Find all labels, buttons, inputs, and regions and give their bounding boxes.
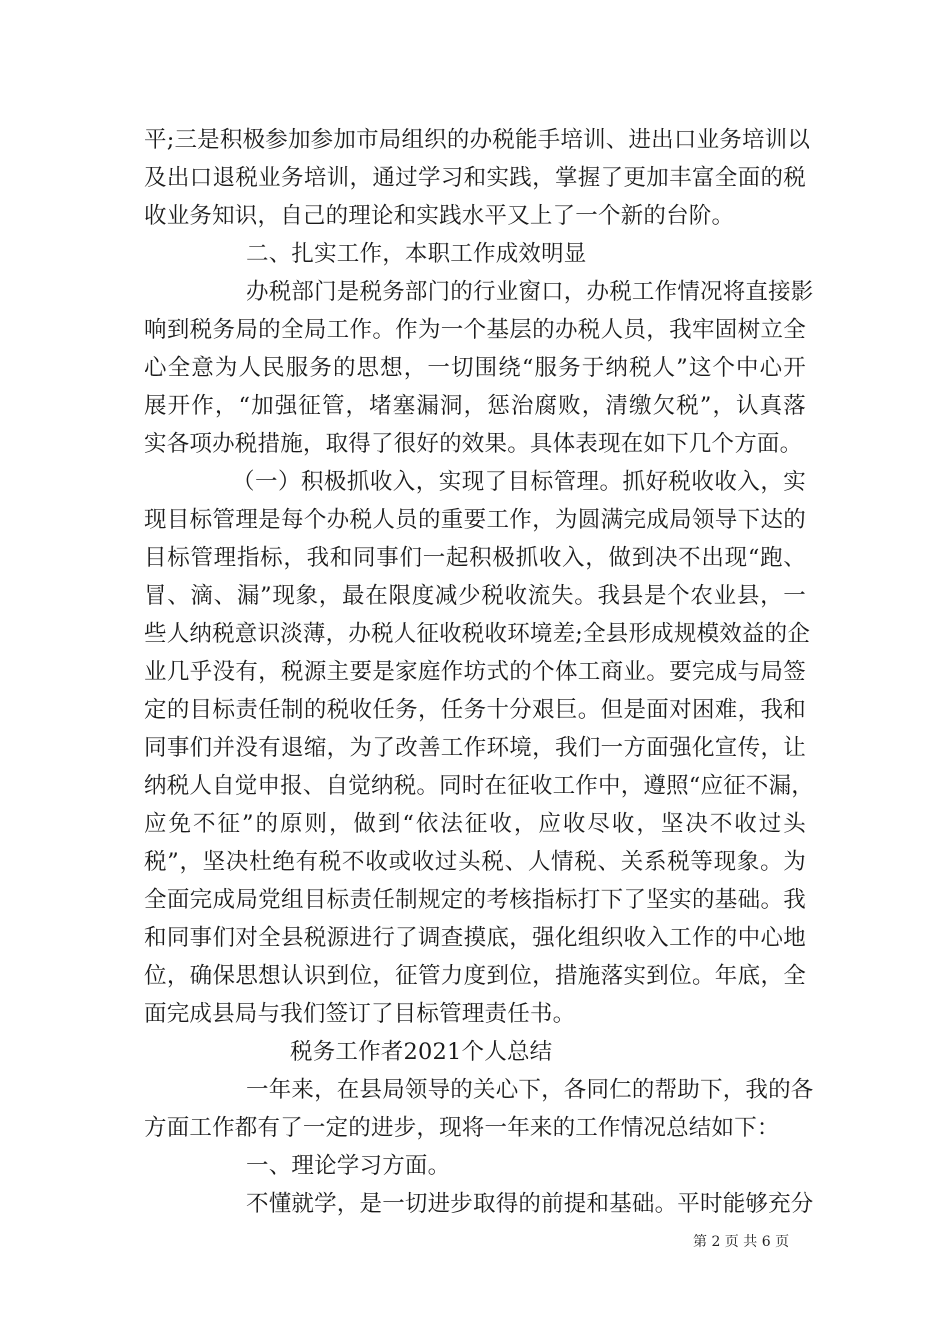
- paragraph-line: 定的目标责任制的税收任务，任务十分艰巨。但是面对困难，我和: [144, 697, 806, 723]
- paragraph-line: 响到税务局的全局工作。作为一个基层的办税人员，我牢固树立全: [144, 317, 806, 343]
- page-number-footer: 第 2 页 共 6 页: [693, 1234, 790, 1250]
- paragraph-line: 面完成县局与我们签订了目标管理责任书。: [144, 1001, 576, 1027]
- paragraph-line: 纳税人自觉申报、自觉纳税。同时在征收工作中，遵照“应征不漏，: [144, 773, 815, 799]
- paragraph-line: 方面工作都有了一定的进步，现将一年来的工作情况总结如下：: [144, 1115, 780, 1141]
- paragraph-line: 收业务知识，自己的理论和实践水平又上了一个新的台阶。: [144, 203, 735, 229]
- paragraph-line: 应免不征”的原则，做到“依法征收，应收尽收，坚决不收过头: [144, 811, 806, 837]
- paragraph-line: 全面完成局党组目标责任制规定的考核指标打下了坚实的基础。我: [144, 887, 806, 913]
- section-heading: 二、扎实工作，本职工作成效明显: [246, 241, 587, 267]
- paragraph-line: 和同事们对全县税源进行了调查摸底，强化组织收入工作的中心地: [144, 925, 806, 951]
- paragraph-line: 实各项办税措施，取得了很好的效果。具体表现在如下几个方面。: [144, 431, 803, 457]
- section-heading: 一、理论学习方面。: [246, 1153, 451, 1179]
- paragraph-line: 及出口退税业务培训，通过学习和实践，掌握了更加丰富全面的税: [144, 165, 806, 191]
- paragraph-line: 同事们并没有退缩，为了改善工作环境，我们一方面强化宣传，让: [144, 735, 806, 761]
- paragraph-line: 些人纳税意识淡薄，办税人征收税收环境差;全县形成规模效益的企: [144, 621, 811, 647]
- paragraph-line: 目标管理指标，我和同事们一起积极抓收入，做到决不出现“跑、: [144, 545, 806, 571]
- paragraph-line: 冒、滴、漏”现象，最在限度减少税收流失。我县是个农业县，一: [144, 583, 806, 609]
- paragraph-line: 办税部门是税务部门的行业窗口，办税工作情况将直接影: [246, 279, 814, 305]
- paragraph-line: 业几乎没有，税源主要是家庭作坊式的个体工商业。要完成与局签: [144, 659, 806, 685]
- paragraph-line: （一）积极抓收入，实现了目标管理。抓好税收收入，实: [232, 469, 806, 495]
- paragraph-line: 不懂就学，是一切进步取得的前提和基础。平时能够充分: [246, 1191, 814, 1217]
- paragraph-line: 现目标管理是每个办税人员的重要工作，为圆满完成局领导下达的: [144, 507, 806, 533]
- paragraph-line: 心全意为人民服务的思想，一切围绕“服务于纳税人”这个中心开: [144, 355, 806, 381]
- document-title: 税务工作者2021个人总结: [290, 1039, 553, 1065]
- paragraph-line: 一年来，在县局领导的关心下，各同仁的帮助下，我的各: [246, 1077, 814, 1103]
- paragraph-line: 展开作，“加强征管，堵塞漏洞，惩治腐败，清缴欠税”，认真落: [144, 393, 806, 419]
- paragraph-line: 税”，坚决杜绝有税不收或收过头税、人情税、关系税等现象。为: [144, 849, 806, 875]
- paragraph-line: 平;三是积极参加参加市局组织的办税能手培训、进出口业务培训以: [144, 127, 811, 153]
- paragraph-line: 位，确保思想认识到位，征管力度到位，措施落实到位。年底，全: [144, 963, 806, 989]
